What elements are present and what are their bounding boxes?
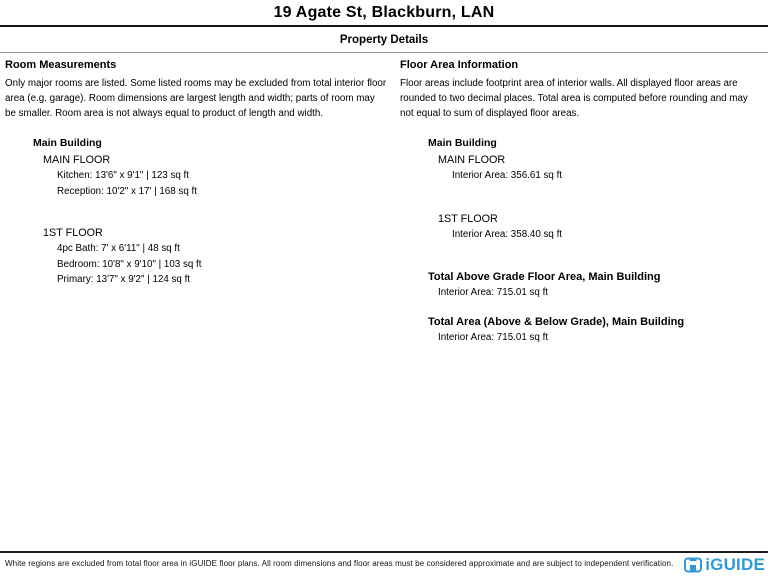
interior-area-value: Interior Area: 715.01 sq ft: [438, 332, 549, 343]
floor-name: 1ST FLOOR: [438, 212, 498, 225]
floor-area-main-floor: [438, 153, 763, 184]
floor-area-section: [398, 59, 763, 346]
iguide-logo-text: iGUIDE: [705, 555, 765, 574]
header-divider: [0, 25, 768, 27]
content-columns: [0, 59, 768, 346]
room-measurements-description: Only major rooms are listed. Some listed rooms may be excluded from total interior floor area (e.g. garage). Room dimensions are largest length and width; parts of room may be smaller. Room area is not always equal to product of length and width.: [5, 78, 387, 119]
footer-row: [0, 553, 768, 576]
building-name: Main Building: [33, 137, 102, 149]
room-measurements-heading: Room Measurements: [5, 59, 117, 71]
floor-area-description: Floor areas include footprint area of interior walls. All displayed floor areas are rounded to two decimal places. Total area is computed before rounding and may not equal to sum of displayed floor areas.: [400, 78, 748, 119]
total-above-below-grade-block: [428, 314, 763, 346]
floor-area-1st-floor: [438, 212, 763, 243]
total-heading: Total Above Grade Floor Area, Main Building: [428, 271, 661, 283]
iguide-logo-icon: [684, 557, 702, 573]
subtitle-divider: [0, 52, 768, 53]
page-title: 19 Agate St, Blackburn, LAN: [273, 4, 495, 21]
page-subtitle: Property Details: [339, 34, 429, 46]
total-heading: Total Area (Above & Below Grade), Main Building: [428, 316, 685, 328]
page-footer: [0, 551, 768, 576]
interior-area-value: Interior Area: 715.01 sq ft: [438, 287, 549, 298]
floor-block-1st-floor: [43, 226, 388, 288]
footer-disclaimer: White regions are excluded from total floor area in iGUIDE floor plans. All room dimensions and floor areas must be considered approximate and are subject to independent verification.: [5, 559, 674, 568]
interior-area-value: Interior Area: 356.61 sq ft: [452, 170, 563, 181]
room-measurement: Primary: 13'7" x 9'2" | 124 sq ft: [57, 274, 191, 285]
room-measurement: Kitchen: 13'6" x 9'1" | 123 sq ft: [57, 170, 189, 181]
room-measurement: 4pc Bath: 7' x 6'11" | 48 sq ft: [57, 243, 180, 254]
room-measurements-section: [5, 59, 388, 346]
building-name: Main Building: [428, 137, 497, 149]
page-header: [0, 0, 768, 53]
total-above-grade-block: [428, 269, 763, 301]
interior-area-value: Interior Area: 358.40 sq ft: [452, 228, 563, 240]
floor-name: MAIN FLOOR: [438, 154, 506, 166]
floor-name: 1ST FLOOR: [43, 227, 103, 239]
iguide-logo: [684, 553, 765, 575]
floor-area-heading: Floor Area Information: [400, 59, 519, 71]
room-measurement: Reception: 10'2" x 17' | 168 sq ft: [57, 185, 197, 197]
room-measurement: Bedroom: 10'8" x 9'10" | 103 sq ft: [57, 258, 202, 270]
floor-block-main-floor: [43, 153, 388, 199]
floor-name: MAIN FLOOR: [43, 154, 111, 166]
